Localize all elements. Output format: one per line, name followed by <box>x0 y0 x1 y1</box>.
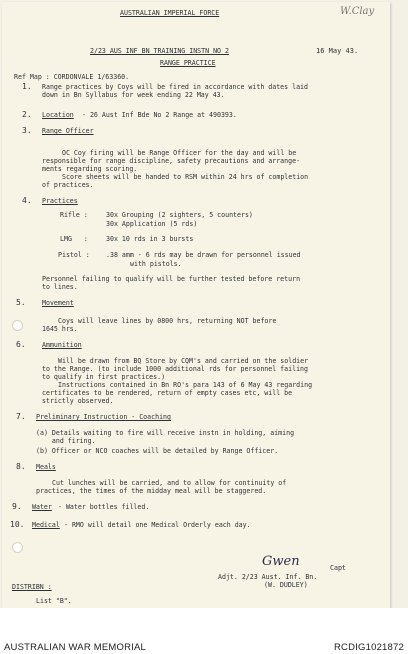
item-number: 5. <box>16 298 26 307</box>
item-number: 10. <box>10 520 25 529</box>
movement-line: 1645 hrs. <box>42 325 78 333</box>
meals-line: practices, the times of the midday meal will be staggered. <box>36 487 267 495</box>
water-text: - Water bottles filled. <box>58 503 150 511</box>
item-number: 9. <box>12 502 22 511</box>
pistol-line: with pistols. <box>130 260 182 268</box>
range-officer-line: responsible for range discipline, safety precautions and arrange- <box>42 157 301 165</box>
item-number: 7. <box>16 412 26 421</box>
intro-line: down in Bn Syllabus for week ending 22 May 43. <box>42 91 225 99</box>
item-number: 6. <box>16 340 26 349</box>
rifle-line: 30x Grouping (2 sighters, 5 counters) <box>106 211 253 219</box>
pistol-label: Pistol : <box>58 251 90 259</box>
preliminary-label: Preliminary Instruction - Coaching <box>36 413 171 421</box>
preliminary-line: (a) Details waiting to fire will receive instn in holding, aiming <box>36 429 295 437</box>
preliminary-line: and firing. <box>36 437 96 445</box>
movement-label: Movement <box>42 299 74 307</box>
item-number: 1. <box>22 82 32 91</box>
ammunition-line: certificates to be rendered, return of empty cases etc, will be <box>42 389 293 397</box>
location-label: Location <box>42 111 74 119</box>
ammunition-line: Instructions contained in Bn RO's para 143 of 6 May 43 regarding <box>58 381 313 389</box>
item-number: 3. <box>22 126 32 135</box>
punch-hole <box>12 542 23 553</box>
document-page <box>2 2 390 608</box>
ammunition-line: to the Range. (to include 1000 additional rds for personnel failing <box>42 365 308 373</box>
meals-line: Cut lunches will be carried, and to allow for continuity of <box>52 479 287 487</box>
preliminary-line: (b) Officer or NCO coaches will be detailed by Range Officer. <box>36 447 279 455</box>
map-reference: Ref Map : CORDONVALE 1/63360. <box>14 73 130 81</box>
item-number: 4. <box>22 196 32 205</box>
distribution-label: DISTRIBN : <box>12 583 52 591</box>
ammunition-label: Ammunition <box>42 341 82 349</box>
failing-line: Personnel failing to qualify will be further tested before return <box>42 275 301 283</box>
medical-label: Medical <box>32 521 60 529</box>
ammunition-line: strictly observed. <box>42 397 114 405</box>
archive-id: RCDIG1021872 <box>334 642 404 653</box>
movement-line: Coys will leave lines by 0800 hrs, returning NOT before <box>58 317 277 325</box>
corner-annotation: W.Clay <box>340 6 375 17</box>
archive-name: AUSTRALIAN WAR MEMORIAL <box>4 642 147 653</box>
distribution-text: List "B". <box>36 597 72 605</box>
failing-line: to lines. <box>42 283 78 291</box>
rifle-label: Rifle : <box>60 211 88 219</box>
signatory-name: (W. DUDLEY) <box>264 581 308 589</box>
signatory-appointment: Adjt. 2/23 Aust. Inf. Bn. <box>218 573 318 581</box>
lmg-label: LMG : <box>60 235 88 243</box>
range-officer-line: ments regarding scoring. <box>42 165 138 173</box>
intro-line: Range practices by Coys will be fired in accordance with dates laid <box>42 83 308 91</box>
range-officer-label: Range Officer <box>42 127 94 135</box>
range-officer-line: OC Coy firing will be Range Officer for the day and will be <box>62 149 297 157</box>
location-text: - 26 Aust Inf Bde No 2 Range at 490393. <box>82 111 237 119</box>
punch-hole <box>12 320 23 331</box>
range-officer-line: of practices. <box>42 181 94 189</box>
pistol-line: .38 amm - 6 rds may be drawn for personnel issued <box>106 251 301 259</box>
archive-footer <box>0 608 408 654</box>
signature: Gwen <box>262 554 300 569</box>
ammunition-line: Will be drawn from BQ Store by CQM's and carried on the soldier <box>58 357 309 365</box>
meals-label: Meals <box>36 463 56 471</box>
ammunition-line: to qualify in first practices.) <box>42 373 166 381</box>
document-date: 16 May 43. <box>316 47 359 55</box>
practices-label: Practices <box>42 197 78 205</box>
document-title: RANGE PRACTICE <box>160 59 216 67</box>
unit-heading: 2/23 AUS INF BN TRAINING INSTN NO 2 <box>90 47 229 55</box>
water-label: Water <box>32 503 52 511</box>
force-heading: AUSTRALIAN IMPERIAL FORCE <box>120 9 220 17</box>
medical-text: - RMO will detail one Medical Orderly each day. <box>64 521 251 529</box>
item-number: 8. <box>16 462 26 471</box>
lmg-text: 30x 10 rds in 3 bursts <box>106 235 194 243</box>
signatory-rank: Capt <box>330 564 346 572</box>
range-officer-line: Score sheets will be handed to RSM within 24 hrs of completion <box>62 173 309 181</box>
item-number: 2. <box>22 110 32 119</box>
rifle-line: 30x Application (5 rds) <box>106 220 198 228</box>
